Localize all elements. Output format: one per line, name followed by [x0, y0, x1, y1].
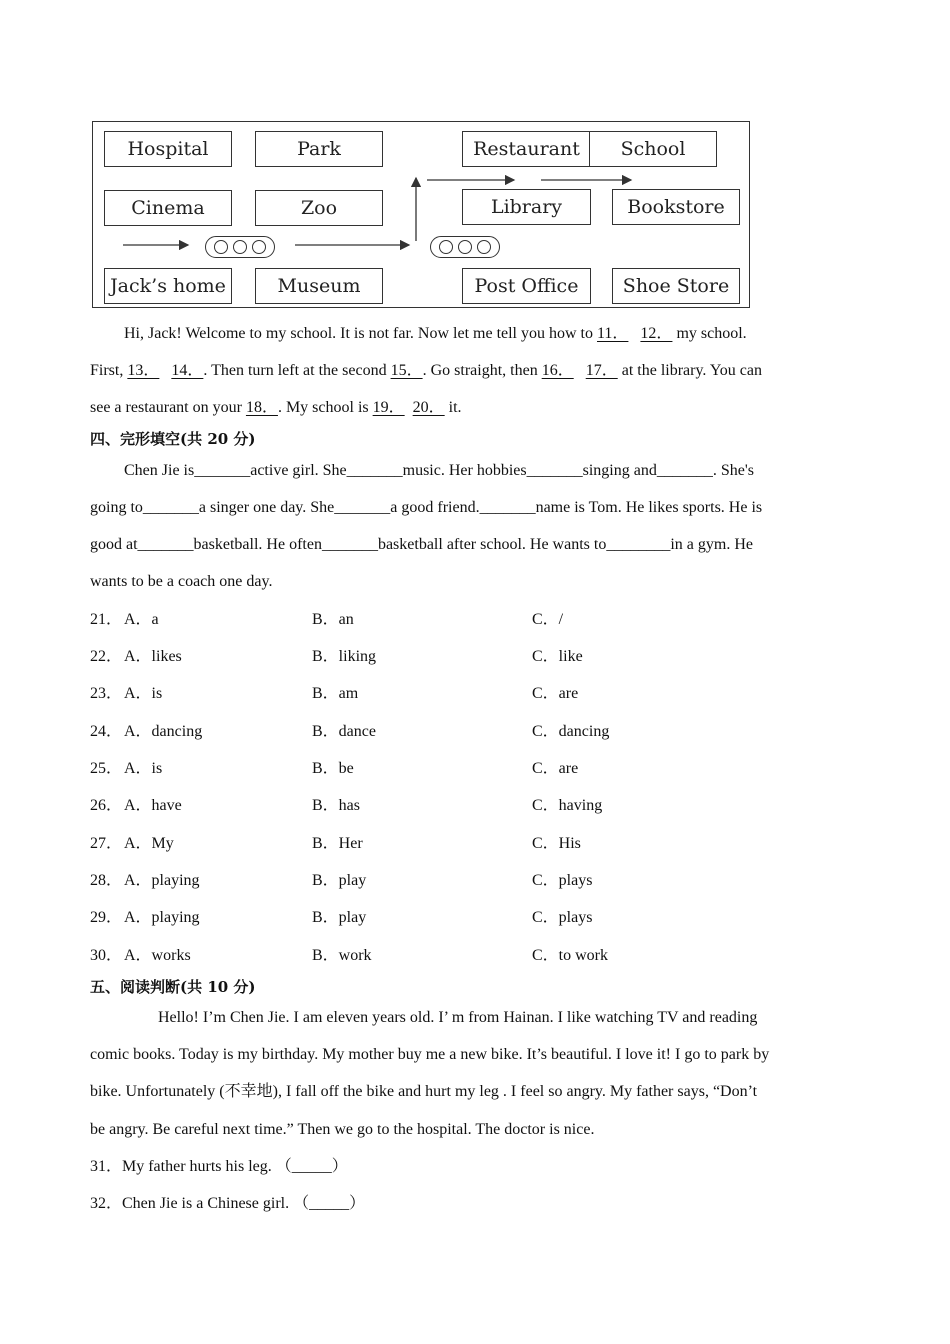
section5-heading: 五、阅读判断(共 10 分) [90, 978, 256, 996]
section4-heading: 四、完形填空(共 20 分) [90, 430, 256, 448]
blank-14: 14． [171, 362, 204, 379]
cloze-line2: going to_______a singer one day. She_______a good friend._______name is Tom. He likes sports. He is [90, 499, 763, 516]
place-library: Library [462, 189, 591, 225]
place-park: Park [255, 131, 383, 167]
blank-19: 19． [372, 399, 405, 416]
blank-11: 11． [597, 325, 629, 342]
place-restaurant: Restaurant [462, 131, 591, 167]
blank-18: 18． [245, 399, 278, 416]
place-school: School [589, 131, 717, 167]
traffic-light-2 [430, 236, 500, 258]
blank-12: 12． [640, 325, 673, 342]
place-bookstore: Bookstore [612, 189, 740, 225]
place-jacks-home: Jack’s home [104, 268, 232, 304]
cloze-line4: wants to be a coach one day. [90, 573, 273, 590]
passage1-line2: First, 13． 14．. Then turn left at the second 15．. Go straight, then 16． 17． at the library. You can [90, 362, 762, 379]
place-cinema: Cinema [104, 190, 232, 226]
blank-13: 13． [127, 362, 160, 379]
blank-17: 17． [585, 362, 618, 379]
blank-16: 16． [541, 362, 574, 379]
question-32: 32．Chen Jie is a Chinese girl. （_____） [90, 1195, 366, 1212]
place-hospital: Hospital [104, 131, 232, 167]
cloze-line3: good at_______basketball. He often_______basketball after school. He wants to________in a gym. He [90, 536, 753, 553]
cloze-line1: Chen Jie is_______active girl. She_______music. Her hobbies_______singing and_______. She's [124, 462, 754, 479]
place-post-office: Post Office [462, 268, 591, 304]
street-map [92, 121, 750, 308]
passage1-line1: Hi, Jack! Welcome to my school. It is not far. Now let me tell you how to 11． 12． my school. [124, 325, 747, 342]
reading-line3: bike. Unfortunately (不幸地), I fall off the bike and hurt my leg . I feel so angry. My father says, “Don’t [90, 1083, 758, 1100]
passage1-line3: see a restaurant on your 18．. My school is 19． 20． it. [90, 399, 462, 416]
place-museum: Museum [255, 268, 383, 304]
place-shoe-store: Shoe Store [612, 268, 740, 304]
reading-line1: Hello! I’m Chen Jie. I am eleven years old. I’ m from Hainan. I like watching TV and reading [158, 1009, 758, 1026]
question-31: 31．My father hurts his leg. （_____） [90, 1158, 348, 1175]
place-zoo: Zoo [255, 190, 383, 226]
blank-15: 15． [390, 362, 423, 379]
reading-line2: comic books. Today is my birthday. My mother buy me a new bike. It’s beautiful. I love it! I go to park by [90, 1046, 770, 1063]
traffic-light-1 [205, 236, 275, 258]
blank-20: 20． [412, 399, 445, 416]
reading-line4: be angry. Be careful next time.” Then we go to the hospital. The doctor is nice. [90, 1121, 595, 1138]
